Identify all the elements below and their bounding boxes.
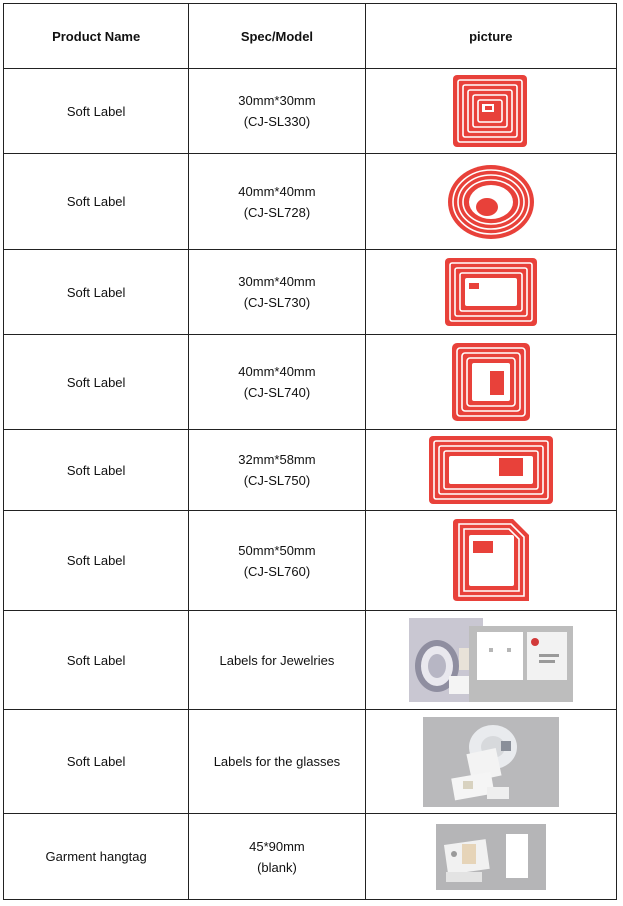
spec-cell <box>189 250 365 335</box>
table-row <box>4 154 617 250</box>
round-rf-label-icon <box>446 163 536 241</box>
spec-size: Labels for Jewelries <box>219 652 335 668</box>
rect-rf-label-icon <box>443 256 539 328</box>
product-name-cell: Soft Label <box>4 335 189 430</box>
picture-cell <box>365 335 616 430</box>
product-name-cell: Soft Label <box>4 611 189 710</box>
wide-rf-label-icon <box>427 434 555 506</box>
product-name-cell: Soft Label <box>4 710 189 814</box>
square-rf-label-icon <box>451 73 531 149</box>
jewelry-labels-photo <box>409 618 573 702</box>
header-spec-model: Spec/Model <box>189 4 365 69</box>
spec-model: (CJ-SL740) <box>243 385 311 400</box>
header-product-name: Product Name <box>4 4 189 69</box>
picture-cell <box>365 611 616 710</box>
spec-cell <box>189 511 365 611</box>
spec-model: (CJ-SL728) <box>243 204 311 220</box>
picture-cell <box>365 511 616 611</box>
table-row <box>4 710 617 814</box>
spec-size: 30mm*40mm <box>238 274 316 289</box>
spec-model: (blank) <box>257 859 297 875</box>
spec-size: Labels for the glasses <box>213 754 341 769</box>
table-row <box>4 69 617 154</box>
table-row <box>4 511 617 611</box>
table-row <box>4 335 617 430</box>
table-row <box>4 250 617 335</box>
spec-cell <box>189 710 365 814</box>
picture-cell <box>365 69 616 154</box>
spec-size: 32mm*58mm <box>238 452 316 467</box>
table-row <box>4 611 617 710</box>
spec-model: (CJ-SL330) <box>243 114 311 129</box>
product-table <box>3 3 617 900</box>
spec-model: (CJ-SL730) <box>243 295 311 310</box>
product-name-cell: Soft Label <box>4 250 189 335</box>
hangtag-photo <box>436 824 546 890</box>
spec-cell <box>189 611 365 710</box>
header-row <box>4 4 617 69</box>
product-name-cell: Soft Label <box>4 69 189 154</box>
spec-size: 30mm*30mm <box>238 93 316 108</box>
spec-model: (CJ-SL760) <box>243 563 311 579</box>
table-row <box>4 814 617 900</box>
picture-cell <box>365 430 616 511</box>
spec-cell <box>189 335 365 430</box>
header-picture: picture <box>365 4 616 69</box>
square-rf-label-icon <box>450 341 532 423</box>
spec-size: 40mm*40mm <box>238 183 316 199</box>
picture-cell <box>365 710 616 814</box>
product-name-cell: Garment hangtag <box>4 814 189 900</box>
product-name-cell: Soft Label <box>4 154 189 250</box>
square-rf-label-icon <box>451 517 531 605</box>
spec-size: 45*90mm <box>249 838 305 854</box>
table-row <box>4 430 617 511</box>
spec-model: (CJ-SL750) <box>243 473 311 488</box>
glasses-labels-photo <box>423 717 559 807</box>
spec-size: 40mm*40mm <box>238 364 316 379</box>
product-name-cell: Soft Label <box>4 430 189 511</box>
spec-cell <box>189 430 365 511</box>
picture-cell <box>365 250 616 335</box>
spec-cell <box>189 154 365 250</box>
product-name-cell: Soft Label <box>4 511 189 611</box>
spec-cell <box>189 69 365 154</box>
spec-size: 50mm*50mm <box>238 542 316 558</box>
spec-cell <box>189 814 365 900</box>
picture-cell <box>365 814 616 900</box>
picture-cell <box>365 154 616 250</box>
